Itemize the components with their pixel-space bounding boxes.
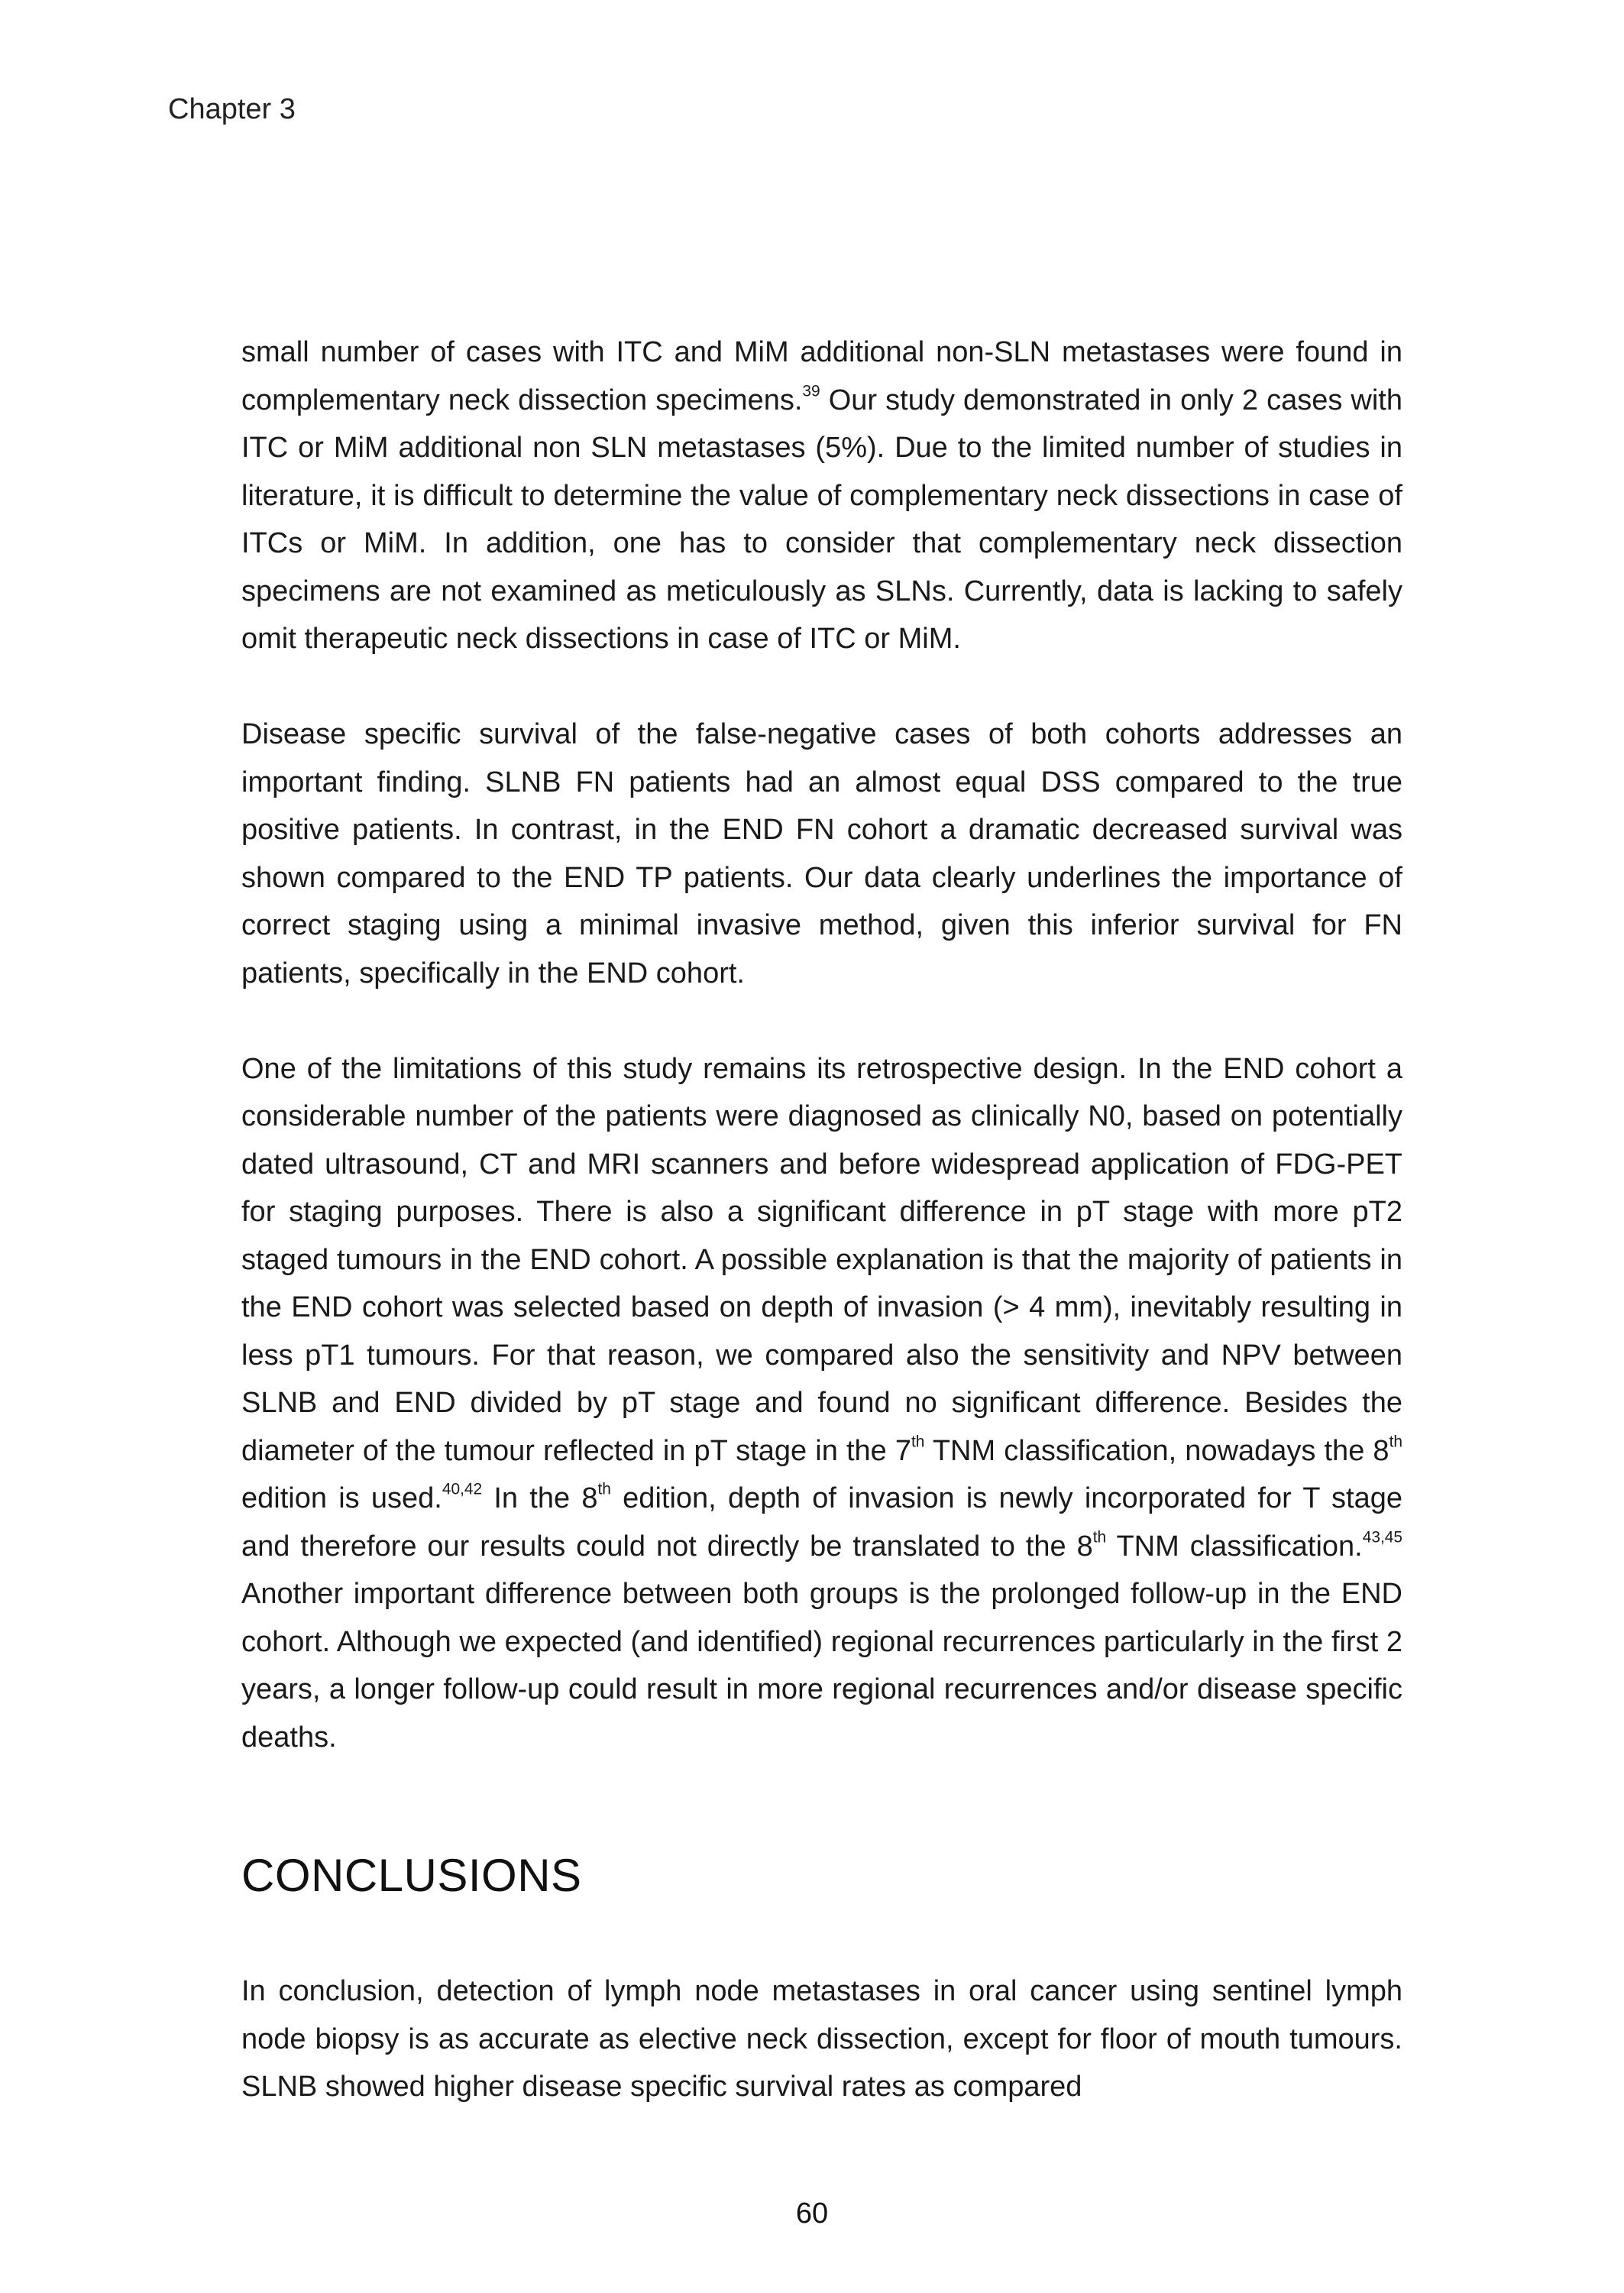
citation-ref: 40,42 [442, 1480, 483, 1498]
text-run: edition, depth of invasion is newly incorporated for T stage and therefore our results could not directly be translated to the 8 [241, 1482, 1402, 1563]
citation-ref: 43,45 [1362, 1527, 1402, 1546]
text-run: Another important difference between both groups is the prolonged follow-up in the END cohort. Although we expected (and identified) regional recurrences particularly in the first 2 years, a longer follow-up could result in more regional recurrences and/or disease specific deaths. [241, 1578, 1402, 1754]
ordinal-superscript: th [911, 1432, 925, 1450]
ordinal-superscript: th [1389, 1432, 1402, 1450]
page-number: 60 [795, 2197, 829, 2230]
section-heading-conclusions: CONCLUSIONS [241, 1850, 582, 1901]
text-run: edition is used. [241, 1482, 442, 1514]
running-head: Chapter 3 [168, 93, 296, 125]
ordinal-superscript: th [1092, 1527, 1107, 1546]
paragraph-disease-specific-survival: Disease specific survival of the false-negative cases of both cohorts addresses an important finding. SLNB FN patients had an almost equal DSS compared to the true positive patients. In contrast, in the END FN cohort a dramatic decreased survival was shown compared to the END TP patients. Our data clearly underlines the importance of correct staging using a minimal invasive method, given this inferior survival for FN patients, specifically in the END cohort. [241, 718, 1402, 989]
paragraph-itc-mim [241, 329, 1402, 663]
text-run: TNM classification. [1106, 1530, 1363, 1563]
text-run: One of the limitations of this study remains its retrospective design. In the END cohort a considerable number of the patients were diagnosed as clinically N0, based on potentially dated ultrasound, CT and MRI scanners and before widespread application of FDG-PET for staging purposes. There is also a significant difference in pT stage with more pT2 staged tumours in the END cohort. A possible explanation is that the majority of patients in the END cohort was selected based on depth of invasion (> 4 mm), inevitably resulting in less pT1 tumours. For that reason, we compared also the sensitivity and NPV between SLNB and END divided by pT stage and found no significant difference. Besides the diameter of the tumour reflected in pT stage in the 7 [241, 1052, 1402, 1467]
page-body [241, 329, 1402, 2111]
text-run: small number of cases with ITC and MiM additional non-SLN metastases were found in complementary neck dissection specimens. [241, 336, 1402, 416]
citation-ref: 39 [802, 381, 820, 400]
text-run: In the 8 [482, 1482, 598, 1514]
text-run: Our study demonstrated in only 2 cases with ITC or MiM additional non SLN metastases (5%). Due to the limited number of studies in literature, it is difficult to determine the value of complementary neck dissections in case of ITCs or MiM. In addition, one has to consider that complementary neck dissection specimens are not examined as meticulously as SLNs. Currently, data is lacking to safely omit therapeutic neck dissections in case of ITC or MiM. [241, 384, 1402, 655]
paragraph-conclusion: In conclusion, detection of lymph node metastases in oral cancer using sentinel lymph node biopsy is as accurate as elective neck dissection, except for floor of mouth tumours. SLNB showed higher disease specific survival rates as compared [241, 1975, 1402, 2103]
text-run: TNM classification, nowadays the 8 [924, 1434, 1389, 1467]
ordinal-superscript: th [597, 1480, 611, 1498]
paragraph-limitations [241, 1045, 1402, 1762]
